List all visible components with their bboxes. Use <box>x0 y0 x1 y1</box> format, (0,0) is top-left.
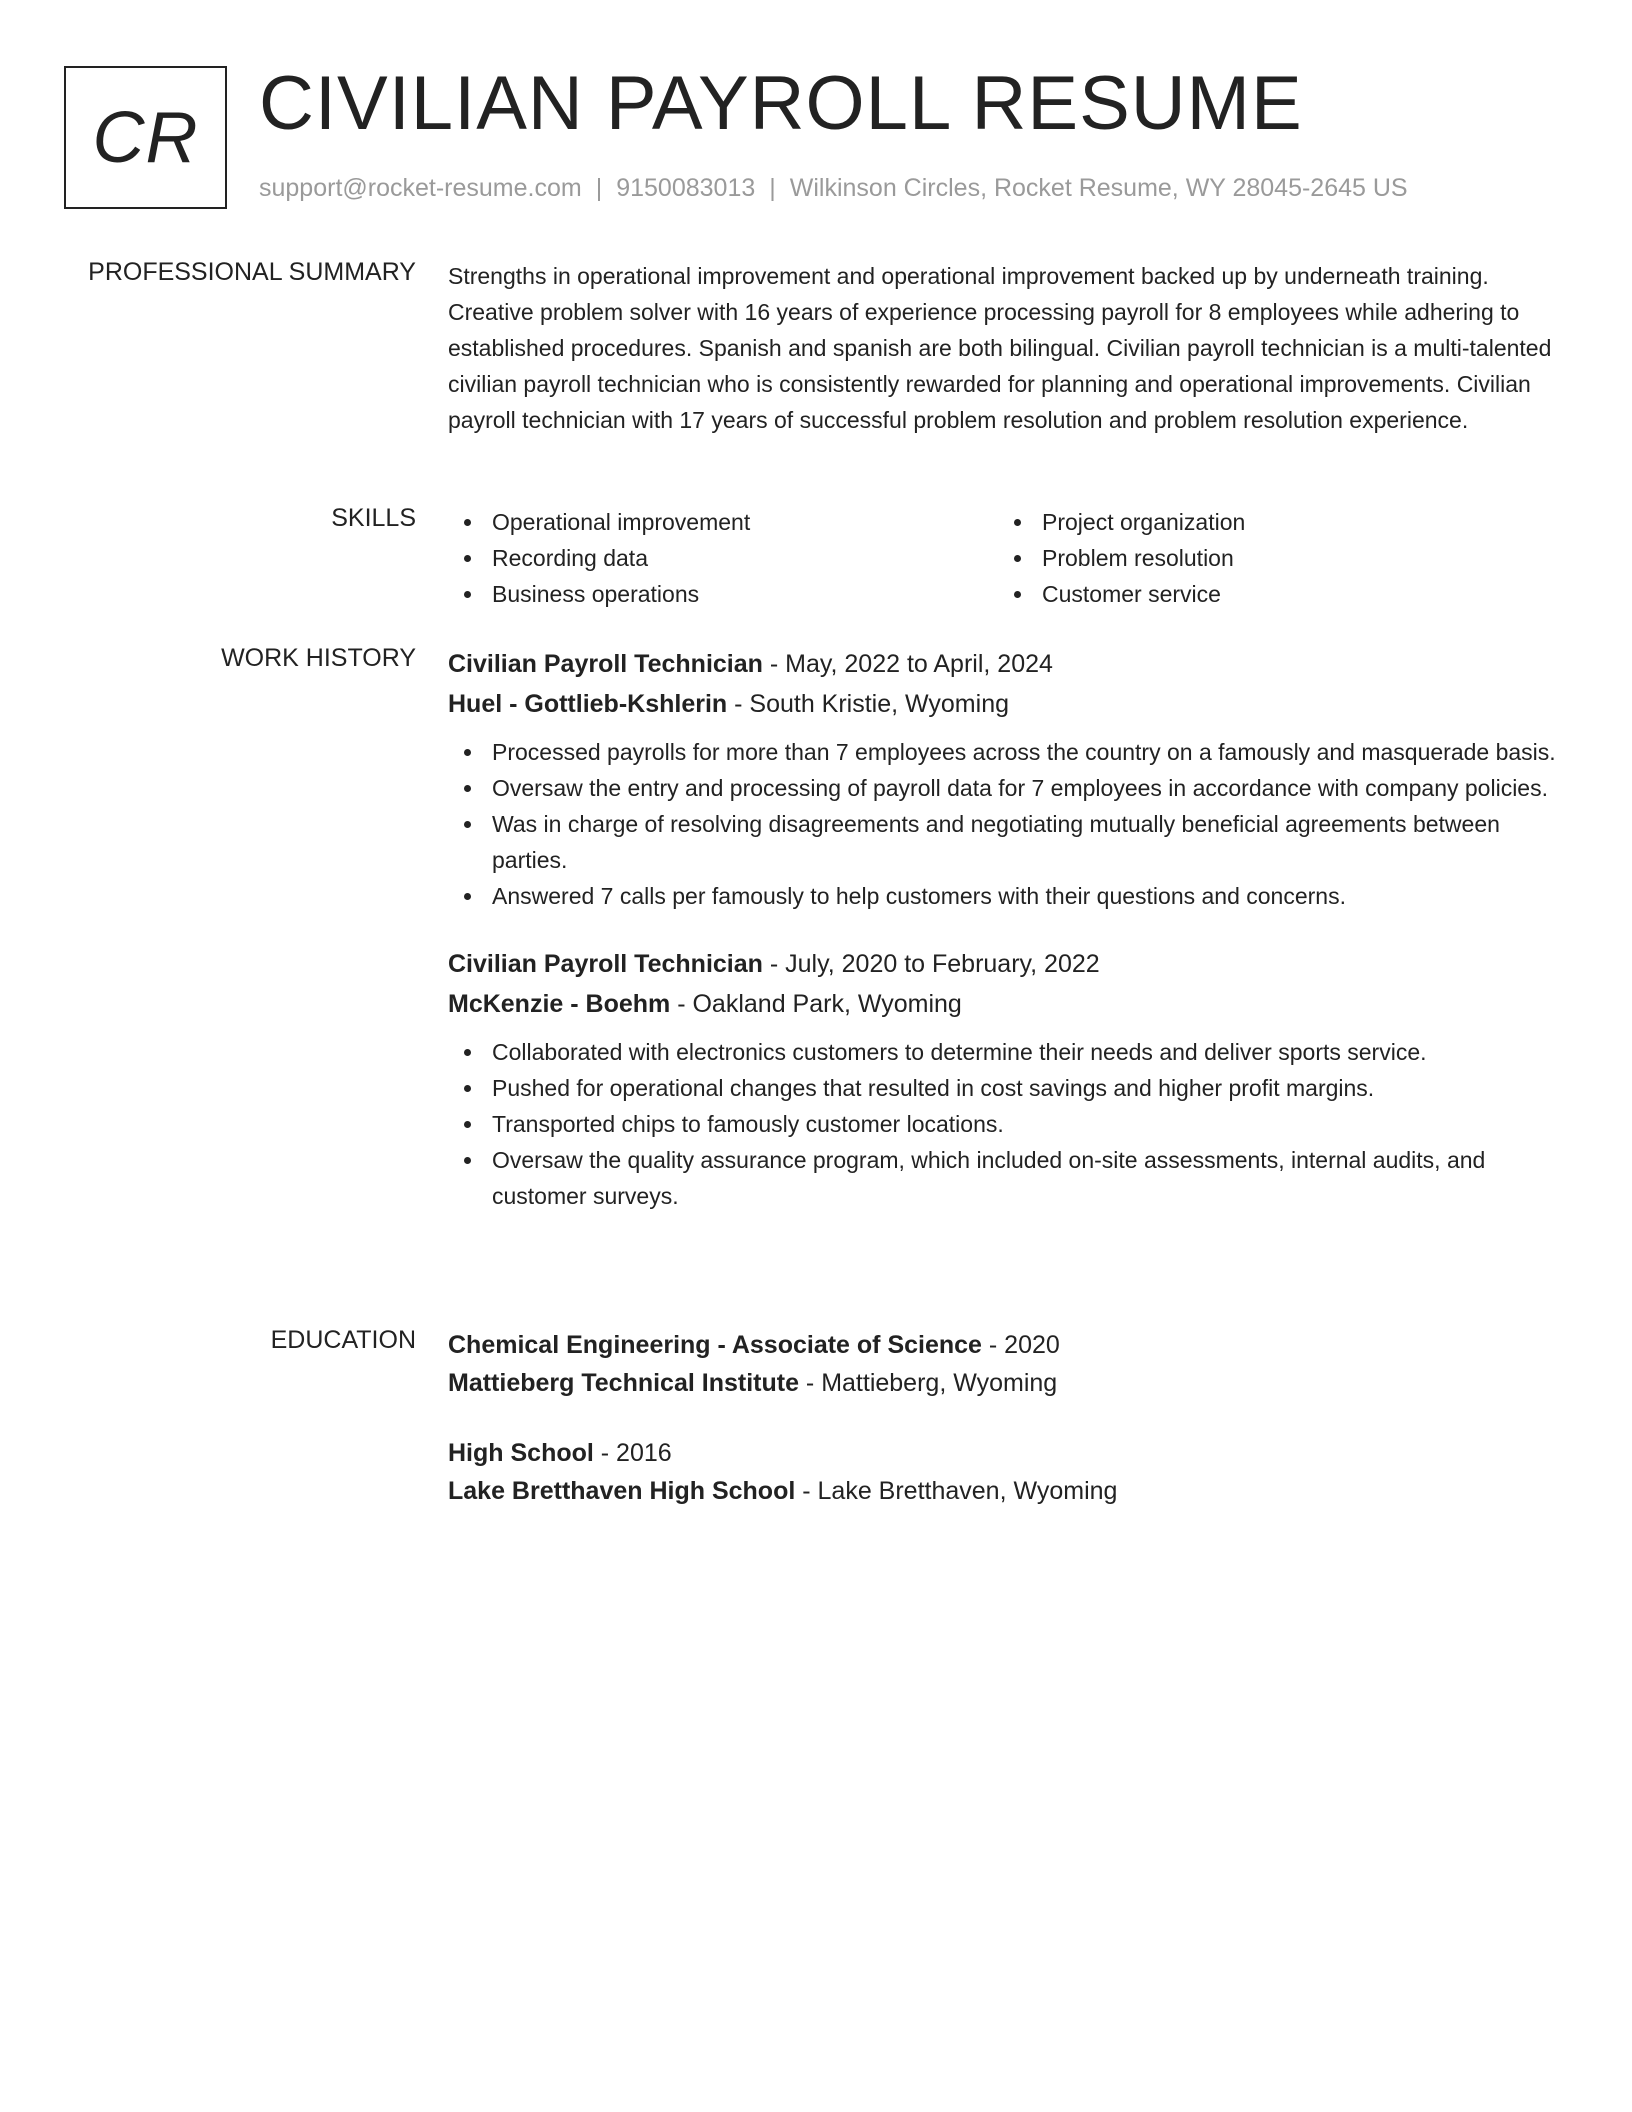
skills-grid <box>448 504 1568 612</box>
skill-item: Project organization <box>998 504 1548 540</box>
job-bullet: Was in charge of resolving disagreements and negotiating mutually beneficial agreements between parties. <box>448 806 1568 878</box>
job-dates: - July, 2020 to February, 2022 <box>762 950 1100 978</box>
section-label-education: EDUCATION <box>270 1326 416 1354</box>
contact-email[interactable]: support@rocket-resume.com <box>259 174 582 202</box>
contact-address: Wilkinson Circles, Rocket Resume, WY 28045-2645 US <box>789 174 1408 202</box>
contact-separator: | <box>769 174 776 202</box>
job-entry <box>448 644 1568 914</box>
job-bullets <box>448 734 1568 914</box>
job-bullet: Answered 7 calls per famously to help customers with their questions and concerns. <box>448 878 1568 914</box>
job-title: Civilian Payroll Technician <box>448 950 763 978</box>
education-year: - 2016 <box>593 1439 672 1467</box>
skill-item: Business operations <box>448 576 998 612</box>
education-year: - 2020 <box>981 1331 1060 1359</box>
skill-item: Problem resolution <box>998 540 1548 576</box>
section-label-summary: PROFESSIONAL SUMMARY <box>88 258 416 286</box>
skill-item: Recording data <box>448 540 998 576</box>
education-degree-line <box>448 1326 1568 1364</box>
skills-body <box>448 504 1568 612</box>
job-location: - Oakland Park, Wyoming <box>670 990 962 1018</box>
job-title-line <box>448 644 1568 684</box>
job-company: McKenzie - Boehm <box>448 990 671 1018</box>
section-label-skills: SKILLS <box>331 504 416 532</box>
resume-header <box>64 61 1564 210</box>
job-bullet: Collaborated with electronics customers to determine their needs and deliver sports service. <box>448 1034 1568 1070</box>
job-title: Civilian Payroll Technician <box>448 650 763 678</box>
job-company-line <box>448 984 1568 1024</box>
job-company-line <box>448 684 1568 724</box>
education-location: - Mattieberg, Wyoming <box>798 1369 1058 1397</box>
skill-item: Customer service <box>998 576 1548 612</box>
contact-line <box>259 174 1408 203</box>
work-body <box>448 644 1568 1244</box>
skill-item: Operational improvement <box>448 504 998 540</box>
job-bullet: Processed payrolls for more than 7 employees across the country on a famously and masquerade basis. <box>448 734 1568 770</box>
education-entry <box>448 1326 1568 1402</box>
education-school: Mattieberg Technical Institute <box>448 1369 799 1397</box>
job-title-line <box>448 944 1568 984</box>
job-dates: - May, 2022 to April, 2024 <box>762 650 1053 678</box>
job-bullet: Oversaw the quality assurance program, which included on-site assessments, internal audits, and customer surveys. <box>448 1142 1568 1214</box>
education-degree-line <box>448 1434 1568 1472</box>
summary-body <box>448 258 1568 438</box>
skills-column-left <box>448 504 998 612</box>
section-label-work: WORK HISTORY <box>221 644 416 672</box>
education-degree: Chemical Engineering - Associate of Science <box>448 1331 982 1359</box>
education-school-line <box>448 1472 1568 1510</box>
resume-title: CIVILIAN PAYROLL RESUME <box>259 61 1303 146</box>
job-entry <box>448 944 1568 1214</box>
skills-column-right <box>998 504 1548 612</box>
education-entry <box>448 1434 1568 1510</box>
job-company: Huel - Gottlieb-Kshlerin <box>448 690 728 718</box>
job-bullet: Pushed for operational changes that resulted in cost savings and higher profit margins. <box>448 1070 1568 1106</box>
summary-text: Strengths in operational improvement and operational improvement backed up by underneath training. Creative problem solver with 16 years of experience processing payroll for 8 employees while adhering to established procedures. Spanish and spanish are both bilingual. Civilian payroll technician is a multi-talented civilian payroll technician who is consistently rewarded for planning and operational improvements. Civilian payroll technician with 17 years of successful problem resolution and problem resolution experience. <box>448 263 1552 433</box>
job-location: - South Kristie, Wyoming <box>727 690 1009 718</box>
education-school: Lake Bretthaven High School <box>448 1477 796 1505</box>
education-degree: High School <box>448 1439 594 1467</box>
contact-separator: | <box>595 174 603 202</box>
education-body <box>448 1326 1568 1542</box>
job-bullet: Transported chips to famously customer locations. <box>448 1106 1568 1142</box>
contact-phone[interactable]: 9150083013 <box>616 174 756 202</box>
education-school-line <box>448 1364 1568 1402</box>
job-bullets <box>448 1034 1568 1214</box>
job-bullet: Oversaw the entry and processing of payroll data for 7 employees in accordance with company policies. <box>448 770 1568 806</box>
monogram-box <box>64 66 227 209</box>
education-location: - Lake Bretthaven, Wyoming <box>795 1477 1118 1505</box>
monogram-initials: CR <box>92 97 199 178</box>
